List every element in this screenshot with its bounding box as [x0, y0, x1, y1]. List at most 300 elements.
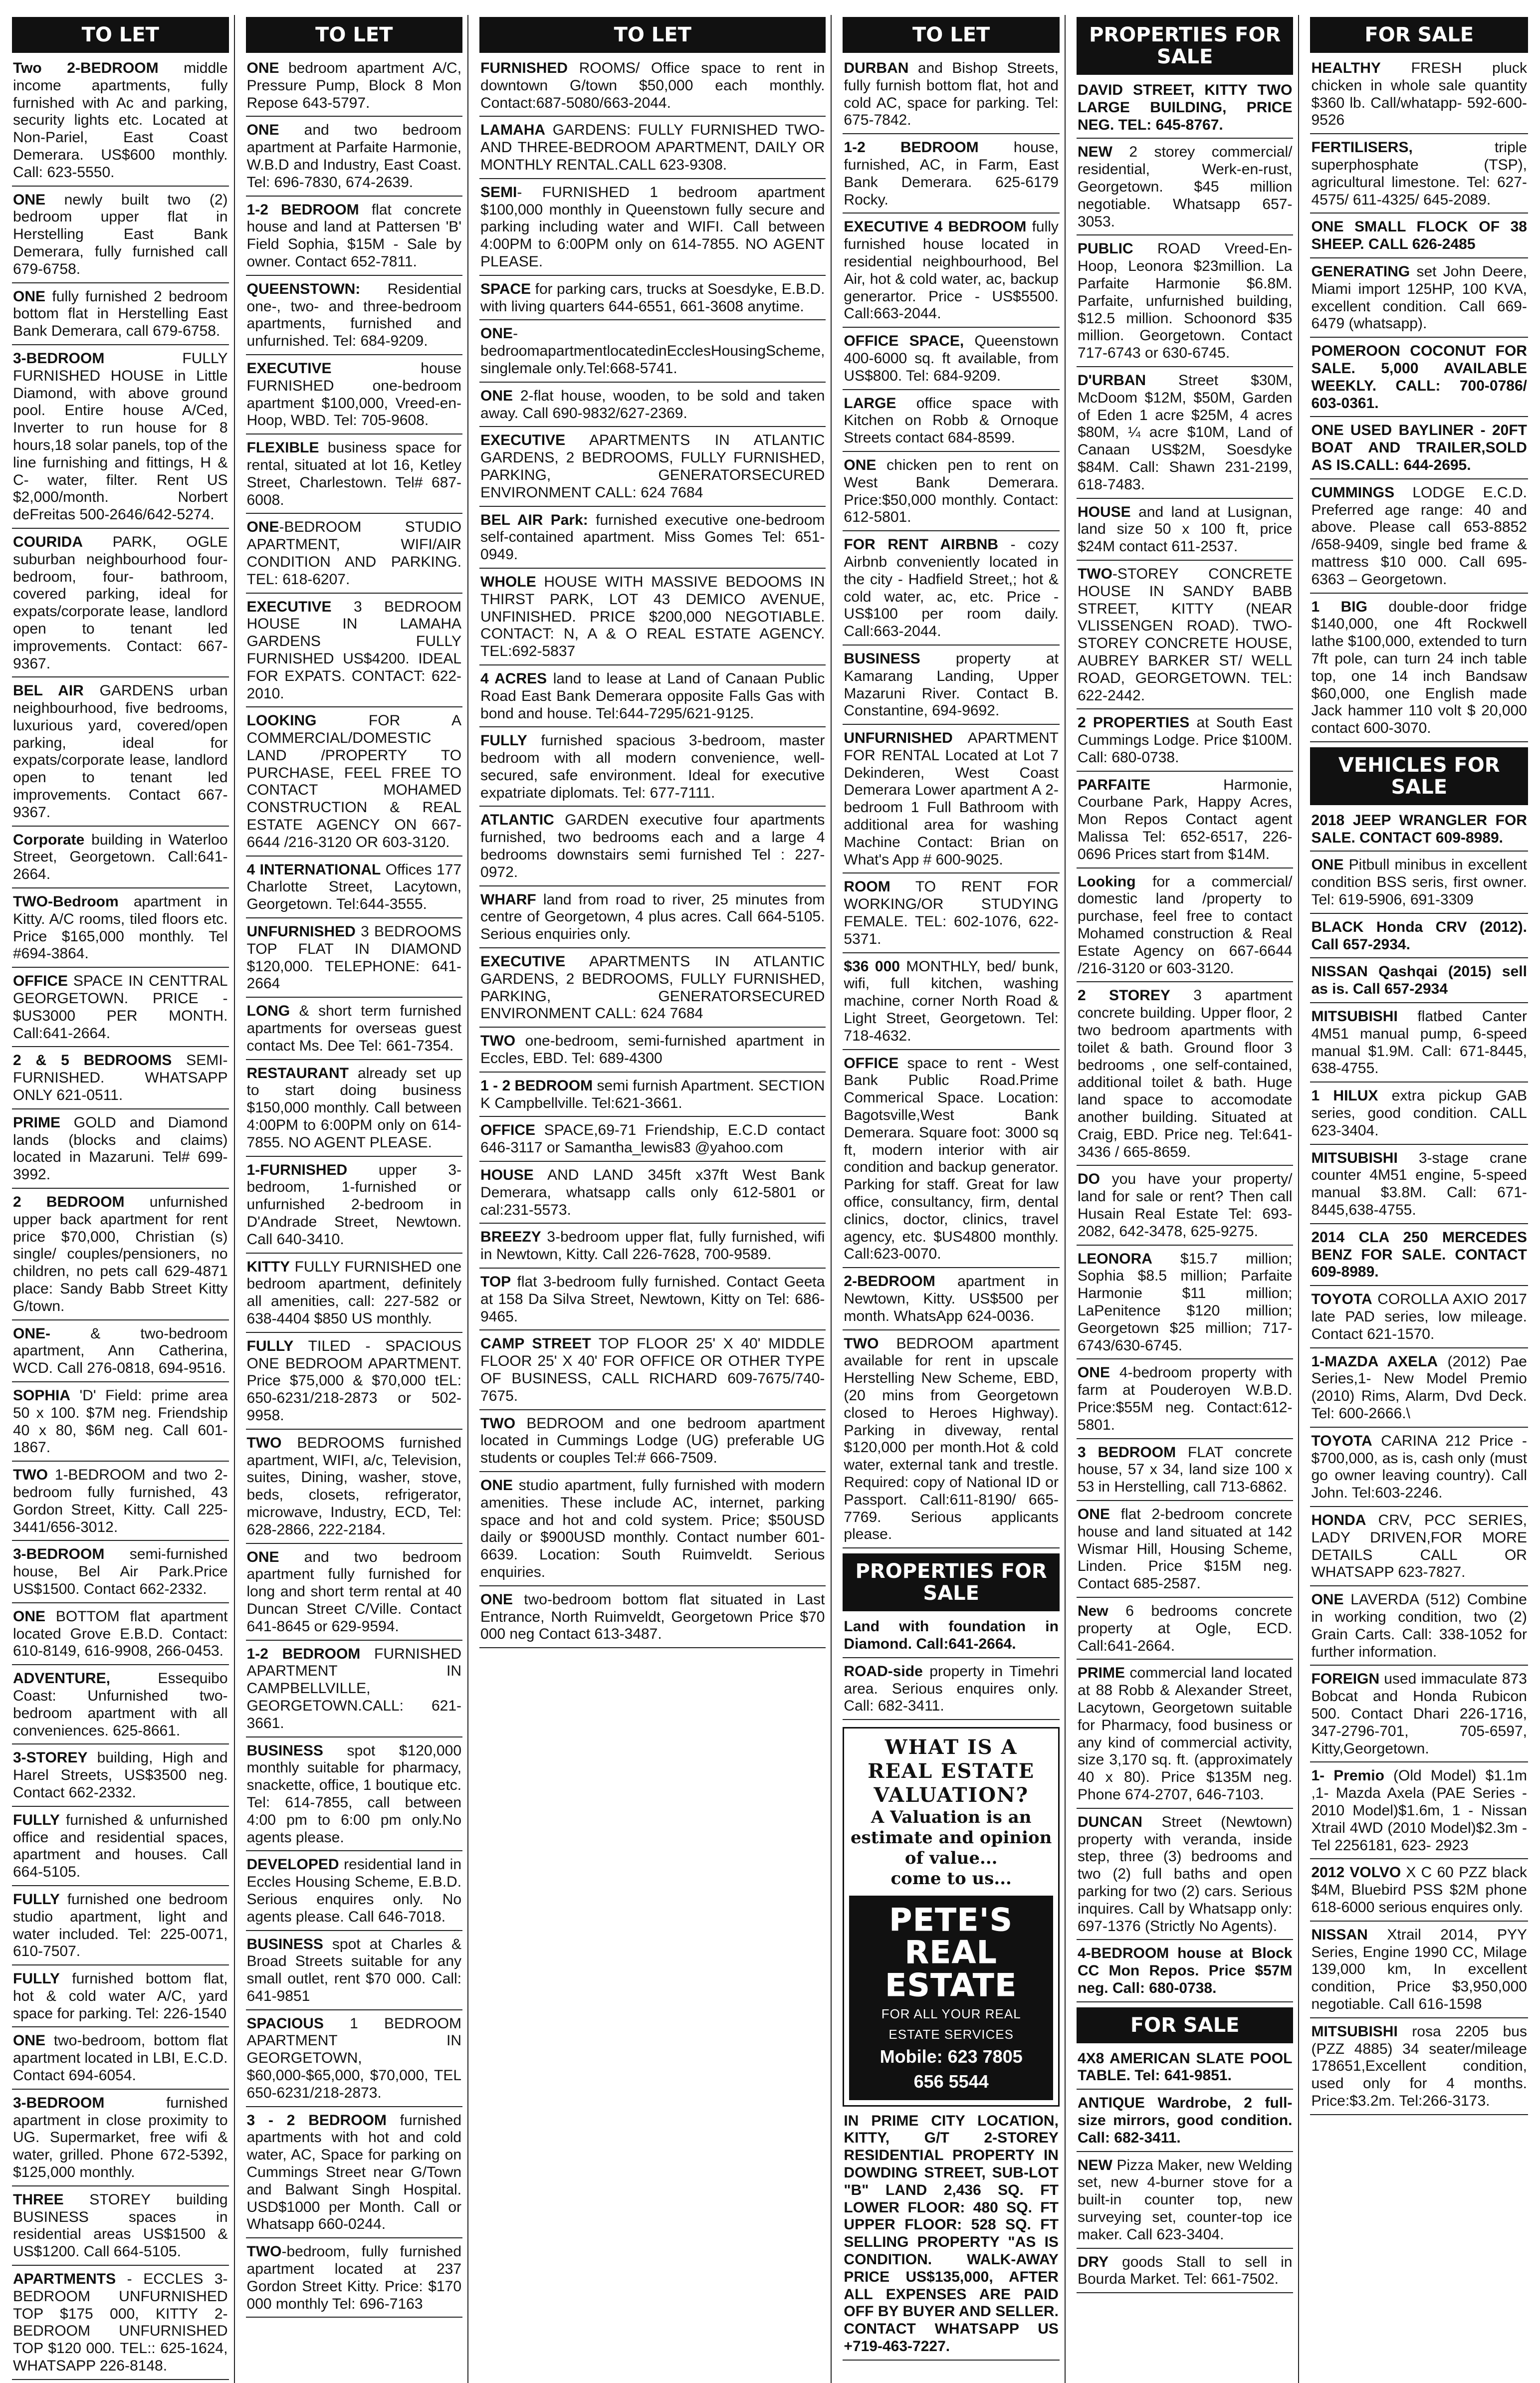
ad-text: MONTHLY, bed/ bunk, wifi, full kitchen, washing machine, corner North Road & Light Street, Georgetown. Tel: 718-4632. [844, 958, 1059, 1044]
ad-text: FLAT concrete house, 57 x 34, land size 100 x 53 in Herstelling, call 713-6862. [1077, 1444, 1293, 1496]
classified-ad [1077, 775, 1294, 868]
ad-text: one-bedroom, semi-furnished apartment in Eccles, EBD. Tel: 689-4300 [480, 1033, 825, 1067]
ad-lead: FULLY [480, 732, 527, 749]
classified-ad [246, 279, 463, 355]
classified-ad [12, 680, 229, 826]
ad-text: GOLD and Diamond lands (blocks and claims) located in Mazaruni. Tel# 699-3992. [13, 1114, 228, 1183]
ad-text: space to rent - West Bank Public Road.Prime Commerical Space. Location: Bagotsville,West Bank Demerara. Square foot: 3000 sq ft, modern interior with air condition and backup generator. Parking for staff. Great for law office, consultancy, firm, dental clinics, doctor, clinics, travel agency, etc. $US4800 monthly. Call:623-0070. [844, 1055, 1059, 1263]
classified-ad [1077, 1169, 1294, 1245]
ad-text: COROLLA AXIO 2017 late PAD series, low mileage. Contact 621-1570. [1311, 1291, 1527, 1342]
ad-lead: TWO [480, 1033, 516, 1050]
classified-ad [1077, 2155, 1294, 2249]
ad-lead: TWO [1077, 565, 1112, 582]
ad-lead: ATLANTIC [480, 812, 554, 829]
ad-text: flat 3-bedroom fully furnished. Contact Geeta at 158 Da Silva Street, Newtown, Kitty on Tel: 686-9465. [480, 1274, 825, 1325]
classified-ad [246, 860, 463, 918]
ad-lead: ONE [246, 1548, 279, 1565]
classified-ad [843, 1271, 1060, 1330]
ad-text: BEDROOM and one bedroom apartment located in Cummings Lodge (UG) preferable UG students or couples Tel:# 666-7509. [480, 1415, 825, 1467]
ad-text: FULLY FURNISHED HOUSE in Little Diamond, with above ground pool. Entire house A/Ced, Inverter to run house for 8 hours,18 solar panels, top of the line furnishing and fittings, H & C- water, filter. Rent US $2,000/month. Norbert deFreitas 500-2646/642-5274. [13, 350, 228, 523]
valuation-question: WHAT IS A [884, 1735, 1018, 1759]
ad-lead: LEONORA [1077, 1250, 1152, 1267]
ad-text: furnished one bedroom studio apartment, light and water included. Tel: 225-0071, 610-7507. [13, 1891, 228, 1960]
ad-text: CRV, PCC SERIES, LADY DRIVEN,FOR MORE DETAILS CALL OR WHATSAPP 623-7827. [1311, 1512, 1527, 1581]
classified-ad [246, 58, 463, 117]
ad-text: FRESH pluck chicken in whole sale quantity $360 lb. Call/whatapp- 592-600-9526 [1311, 60, 1527, 129]
ad-lead: EXECUTIVE [480, 953, 566, 970]
ad-lead: Land with foundation in Diamond. Call:641-2664. [844, 1618, 1059, 1652]
ad-lead: 1-MAZDA AXELA [1311, 1353, 1438, 1370]
classified-ad [1310, 2021, 1528, 2115]
ad-text: FULLY FURNISHED one bedroom apartment, definitely all amenities, call: 227-582 or 638-4404 $850 US monthly. [246, 1258, 462, 1327]
classified-ad [246, 358, 463, 434]
classified-ad [1310, 1669, 1528, 1762]
section-header: VEHICLES FOR SALE [1310, 747, 1528, 805]
ad-lead: THREE [13, 2191, 64, 2208]
classified-ad [479, 510, 826, 569]
ad-lead: CAMP STREET [480, 1335, 591, 1352]
classified-ad [843, 1053, 1060, 1269]
ad-lead: ONE [844, 456, 877, 473]
classified-ad [12, 532, 229, 677]
ad-text: TO RENT FOR WORKING/OR STUDYING FEMALE. TEL: 602-1076, 622-5371. [844, 878, 1059, 947]
classified-ad [1310, 261, 1528, 338]
classified-ad [1310, 420, 1528, 479]
classified-ad [843, 2111, 1060, 2361]
ad-lead: TWO [246, 2243, 282, 2260]
ad-lead: BEL AIR [13, 682, 84, 699]
ad-text: Residential one-, two- and three-bedroom apartments, furnished and unfurnished. Tel: 684-9209. [246, 280, 462, 350]
ad-lead: DURBAN [844, 60, 909, 76]
ad-lead: EXECUTIVE 4 BEDROOM [844, 218, 1027, 235]
ad-text: LODGE E.C.D. Preferred age range: 40 and above. Please call 653-8852 /658-9409, single bed frame & mattress $10 000. Call 695-6363 – Georgetown. [1311, 484, 1527, 588]
ad-lead: FULLY [13, 1970, 60, 1987]
classified-ad [12, 1050, 229, 1109]
brand-mobile: Mobile: 623 7805 [880, 2046, 1023, 2067]
ad-lead: ANTIQUE Wardrobe, 2 full-size mirrors, good condition. Call: 682-3411. [1077, 2095, 1293, 2146]
ad-lead: PARFAITE [1077, 776, 1151, 793]
ad-lead: EXECUTIVE [480, 432, 566, 449]
ad-lead: DUNCAN [1077, 1813, 1142, 1830]
classified-ad [1310, 917, 1528, 959]
ad-text: apartment in Newtown, Kitty. US$500 per month. WhatsApp 624-0036. [844, 1273, 1059, 1324]
classified-ad [1077, 2093, 1294, 2152]
ad-text: SPACE,69-71 Friendship, E.C.D contact 646-3117 or Samantha_lewis83 @yahoo.com [480, 1122, 825, 1156]
ad-text: Xtrail 2014, PYY Series, Engine 1990 CC, Milage 139,000 km, In excellent condition, Price $3,950,000 negotiable. Call 616-1598 [1311, 1926, 1527, 2012]
ad-lead: OFFICE [13, 973, 68, 990]
classified-ad [12, 2269, 229, 2380]
valuation-question: REAL ESTATE [868, 1759, 1035, 1783]
classified-ad [1310, 58, 1528, 134]
classified-ad [843, 331, 1060, 390]
classified-ad [1077, 1601, 1294, 1660]
classified-ad [479, 572, 826, 665]
ad-lead: $36 000 [844, 958, 900, 975]
ad-text: AND LAND 345ft x37ft West Bank Demerara, whatsapp calls only 612-5801 or cal:231-5573. [480, 1167, 825, 1218]
ad-text: spot $120,000 monthly suitable for pharmacy, snackette, office, 1 boutique etc. Tel: 614-7855, call between 4:00 pm to 6:00 pm only.No agents please. [246, 1742, 462, 1846]
ad-text: 2-flat house, wooden, to be sold and taken away. Call 690-9832/627-2369. [480, 387, 825, 422]
classified-ad [12, 830, 229, 888]
ad-lead: BUSINESS [844, 650, 920, 667]
ad-lead: TOP [480, 1274, 511, 1291]
ad-text: bedroom apartment A/C, Pressure Pump, Block 8 Mon Repose 643-5797. [246, 60, 462, 111]
ad-lead: COURIDA [13, 533, 83, 550]
ad-lead: LARGE [844, 395, 896, 412]
ad-text: X C 60 PZZ black $4M, Bluebird PSS $2M phone 618-6000 serious enquires only. [1311, 1864, 1527, 1916]
ad-lead: HONDA [1311, 1512, 1366, 1528]
classified-ad [246, 1257, 463, 1333]
classified-ad [12, 1810, 229, 1886]
classified-ad [1310, 1351, 1528, 1428]
ad-text: - ECCLES 3-BEDROOM UNFURNISHED TOP $175 000, KITTY 2-BEDROOM UNFURNISHED TOP $120 000. TEL:: 625-1624, WHATSAPP 226-8148. [13, 2271, 228, 2375]
ad-text: for parking cars, trucks at Soesdyke, E.B.D. with living quarters 644-6551, 661-3608 anytime. [480, 280, 825, 315]
ad-text: and two bedroom apartment fully furnished for long and short term rental at 40 Duncan Street C/Ville. Contact 641-8645 or 629-9594. [246, 1548, 462, 1635]
ad-lead: QUEENSTOWN: [246, 280, 361, 297]
ad-text: (Old Model) $1.1m ,1- Mazda Axela (PAE Series - 2010 Model)$1.6m, 1 - Nissan Xtrail 4WD (2010 Model)$2.3m - Tel 2256181, 623- 2923 [1311, 1767, 1527, 1854]
ad-lead: HOUSE [1077, 503, 1131, 520]
ad-lead: TWO [13, 1467, 48, 1484]
classified-ad [843, 393, 1060, 452]
ad-lead: ONE [13, 191, 46, 208]
classified-ad [246, 1740, 463, 1852]
classified-ad [479, 430, 826, 506]
ad-lead: FLEXIBLE [246, 439, 319, 456]
ad-lead: ONE [246, 122, 279, 139]
ad-text: set John Deere, Miami import 125HP, 100 KVA, excellent condition. Call 669-6479 (whatsapp). [1311, 263, 1527, 332]
ad-text: 3-bedroom upper flat, fully furnished, wifi in Newtown, Kitty. Call 226-7628, 700-9589. [480, 1229, 825, 1263]
classified-ad [246, 200, 463, 276]
ad-text: $15.7 million; Sophia $8.5 million; Parfaite Harmonie $11 million; LaPenitence $120 million; Georgetown $25 million; 717-6743/630-6745. [1077, 1250, 1293, 1354]
ad-text: you have your property/ land for sale or rent? Then call Husain Real Estate Tel: 693-2082, 642-3478, 625-9275. [1077, 1171, 1293, 1240]
ad-text: business space for rental, situated at lot 16, Ketley Street, Charlestown. Tel# 687-6008. [246, 439, 462, 508]
ad-lead: 2 & 5 BEDROOMS [13, 1052, 172, 1069]
ad-lead: 2018 JEEP WRANGLER FOR SALE. CONTACT 609-8989. [1311, 812, 1527, 846]
ad-lead: LONG [246, 1003, 290, 1020]
classified-ad [1310, 217, 1528, 258]
classified-ad [246, 921, 463, 998]
classified-ad [246, 597, 463, 708]
classified-ad [246, 437, 463, 514]
ad-lead: NISSAN Qashqai (2015) sell as is. Call 657-2934 [1311, 963, 1527, 998]
ad-lead: ONE SMALL FLOCK OF 38 SHEEP. CALL 626-2485 [1311, 218, 1527, 253]
ad-lead: ONE [1077, 1364, 1110, 1381]
ad-text: rosa 2205 bus (PZZ 4885) 34 seater/mileage 178651,Excellent condition, used only for 4 months. Price:$3.2m. Tel:266-3173. [1311, 2023, 1527, 2109]
classified-ad [1077, 502, 1294, 561]
ad-lead: 3 - 2 BEDROOM [246, 2112, 387, 2129]
classified-ad [246, 1433, 463, 1544]
ad-text: and two bedroom apartment at Parfaite Harmonie, W.B.D and Industry, East Coast. Tel: 696-7830, 674-2639. [246, 122, 462, 191]
valuation-subtext: estimate and opinion [851, 1827, 1052, 1848]
ad-text: upper 3-bedroom, 1-furnished or unfurnished 2-bedroom in D'Andrade Street, Newtown. Call 640-3410. [246, 1161, 462, 1248]
ad-text: semi-furnished house, Bel Air Park.Price US$1500. Contact 662-2332. [13, 1546, 228, 1597]
classified-ad [1310, 1589, 1528, 1666]
ad-lead: UNFURNISHED [246, 923, 356, 940]
ad-text: chicken pen to rent on West Bank Demerara. Price:$50,000 monthly. Contact: 612-5801. [844, 456, 1059, 526]
classified-ad [1310, 1085, 1528, 1144]
ad-lead: OFFICE [480, 1122, 536, 1139]
classified-ad [479, 386, 826, 428]
classified-ad [479, 1031, 826, 1073]
ad-lead: EXECUTIVE [246, 598, 332, 615]
brand-tagline: FOR ALL YOUR REAL [881, 2006, 1021, 2021]
ad-lead: 2 PROPERTIES [1077, 714, 1190, 731]
ad-lead: FULLY [246, 1337, 294, 1354]
ad-text: - cozy Airbnb conveniently located in the city - Hadfield Street,; hot & cold water, ac, etc. Price - US$100 per room daily. Call:663-2044. [844, 536, 1059, 640]
ad-text: apartment in Kitty. A/C rooms, tiled floors etc. Price $165,000 monthly. Tel #694-3864. [13, 893, 228, 962]
ad-lead: HEALTHY [1311, 60, 1381, 76]
ad-lead: 3-BEDROOM [13, 2094, 105, 2111]
classified-ad [479, 1076, 826, 1117]
ad-text: and Bishop Streets, fully furnish bottom flat, hot and cold AC, space for parking. Tel: 675-7842. [844, 60, 1059, 129]
ad-lead: DRY [1077, 2253, 1109, 2270]
column-1 [7, 15, 235, 2383]
ad-text: - FURNISHED 1 bedroom apartment $100,000 monthly in Queenstown fully secure and parking including water and WIFI. Call between 4:00PM to 6:00PM only on 614-7855. NO AGENT PLEASE. [480, 184, 825, 270]
classified-ad [1310, 1289, 1528, 1348]
ad-lead: D'URBAN [1077, 372, 1146, 389]
classified-ad [246, 2013, 463, 2107]
classified-ad [12, 1544, 229, 1603]
ad-lead: ONE [480, 387, 513, 404]
ad-lead: DO [1077, 1171, 1100, 1188]
ad-lead: FULLY [13, 1811, 60, 1828]
column-6 [1305, 15, 1533, 2383]
brand-mobile: 656 5544 [913, 2071, 989, 2092]
ad-lead: UNFURNISHED [844, 730, 953, 747]
ad-text: BEDROOMS furnished apartment, WIFI, a/c, Television, suites, Dining, washer, stove, beds, closets, refrigerator, microwave, Industry, ECD, Tel: 628-2866, 222-2184. [246, 1434, 462, 1538]
classified-ad [1310, 1510, 1528, 1586]
ad-lead: PRIME [13, 1114, 61, 1131]
classified-ad [843, 534, 1060, 646]
classified-ad [1077, 1442, 1294, 1501]
section-header: FOR SALE [1077, 2007, 1294, 2043]
classified-ad [12, 1747, 229, 1806]
ad-lead: 1-FURNISHED [246, 1161, 348, 1178]
ad-text: used immaculate 873 Bobcat and Honda Rubicon 500. Contact Dhari 226-1716, 347-2796-701, 705-6597, Kitty,Georgetown. [1311, 1671, 1527, 1757]
ad-text: 1-BEDROOM and two 2-bedroom fully furnished, 43 Gordon Street, Kitty. Call 225- 3441/656-3012. [13, 1467, 228, 1535]
column-5 [1072, 15, 1300, 2383]
classified-ad [12, 1192, 229, 1320]
ad-text: 3-stage crane counter 4M51 engine, 5-speed manual $3.8M. Call: 671-8445,638-4755. [1311, 1149, 1527, 1219]
ad-text: house FURNISHED one-bedroom apartment $100,000, Vreed-en-Hoop, WBD. Tel: 705-9608. [246, 360, 462, 429]
ad-lead: ONE [246, 519, 279, 536]
classified-ad [12, 1112, 229, 1189]
classified-ad [1077, 238, 1294, 367]
ad-text: and land at Lusignan, land size 50 x 100 ft, price $24M contact 611-2537. [1077, 503, 1293, 555]
ad-text: furnished spacious 3-bedroom, master bedroom with all modern convenience, well-secured, safe environment. Ideal for executive expatriate diplomats. Tel: 677-7111. [480, 732, 825, 801]
classified-ad [1077, 1663, 1294, 1808]
section-header: PROPERTIES FOR SALE [843, 1553, 1060, 1611]
ad-lead: TWO [844, 1335, 879, 1352]
ad-text: FOR A COMMERCIAL/DOMESTIC LAND /PROPERTY TO PURCHASE, FEEL FREE TO CONTACT MOHAMED CONSTRUCTION & REAL ESTATE AGENCY ON 667-6644 /216-3120 OR 603-3120. [246, 712, 462, 851]
column-4 [838, 15, 1066, 2383]
ad-lead: HOUSE [480, 1167, 534, 1184]
classified-ad [12, 1465, 229, 1541]
brand-name: PETE'S [889, 1902, 1013, 1939]
classified-ad [843, 217, 1060, 328]
ad-text: & short term furnished apartments for overseas guest contact Ms. Dee Tel: 661-7354. [246, 1003, 462, 1054]
ad-text: Street $30M, McDoom $12M, $50M, Garden of Eden 1 acre $25M, 4 acres $80M, ¼ acre $10M, Land of Canaan US$2M, Soesdyke $84M. Call: Shawn 231-2199, 618-7483. [1077, 372, 1293, 493]
ad-lead: 3-BEDROOM [13, 350, 105, 367]
classified-ad [479, 1120, 826, 1162]
ad-text: property in Timehri area. Serious enquires only. Call: 682-3411. [844, 1663, 1059, 1715]
ad-lead: 3-STOREY [13, 1749, 88, 1766]
petes-real-estate-logo [849, 1896, 1053, 2100]
ad-text: furnished executive one-bedroom self-contained apartment. Miss Gomes Tel: 651-0949. [480, 511, 825, 563]
ad-text: two-bedroom, bottom flat apartment located in LBI, E.C.D. Contact 694-6054. [13, 2032, 228, 2084]
ad-lead: BUSINESS [246, 1936, 323, 1952]
ad-text: LAVERDA (512) Combine in working condition, two (2) Grain Carts. Call: 338-1052 for further information. [1311, 1591, 1527, 1660]
ad-lead: EXECUTIVE [246, 360, 332, 377]
ad-lead: NEW [1077, 2157, 1112, 2173]
section-header: TO LET [246, 17, 463, 53]
ad-lead: 2-BEDROOM [844, 1273, 935, 1290]
ad-text: flat 2-bedroom concrete house and land situated at 142 Wismar Hill, Housing Scheme, Linden. Price $15M neg. Contact 685-2587. [1077, 1506, 1293, 1592]
ad-lead: ONE [480, 1477, 513, 1494]
ad-lead: TWO [246, 1434, 282, 1451]
classified-ad [479, 810, 826, 886]
classified-ad [246, 710, 463, 856]
ad-text: flatbed Canter 4M51 manual pump, 6-speed manual $1.9M. Call: 671-8445, 638-4755. [1311, 1008, 1527, 1077]
section-header: PROPERTIES FOR SALE [1077, 17, 1294, 75]
classified-ad [12, 1323, 229, 1382]
classified-ad [1077, 1943, 1294, 2002]
ad-text: 2 storey commercial/ residential, Werk-en-rust, Georgetown. $45 million negotiable. Whatsapp 657-3053. [1077, 144, 1293, 230]
ad-text: at South East Cummings Lodge. Price $100M. Call: 680-0738. [1077, 714, 1293, 766]
ad-text: Queenstown 400-6000 sq. ft available, from US$800. Tel: 684-9209. [844, 333, 1059, 384]
classified-ad [1310, 1227, 1528, 1286]
classified-ad [479, 323, 826, 382]
ad-lead: GENERATING [1311, 263, 1410, 280]
classified-ad [843, 1333, 1060, 1549]
ad-text: fully furnished 2 bedroom bottom flat in Herstelling East Bank Demerara, call 679-6758. [13, 288, 228, 340]
brand-name: REAL ESTATE [885, 1934, 1017, 2003]
classified-ad [1310, 597, 1528, 742]
ad-text: property at Kamarang Landing, Upper Mazaruni River. Contact B. Constantine, 694-9692. [844, 650, 1059, 719]
ad-lead: 4 ACRES [480, 670, 547, 687]
classified-ad [246, 2110, 463, 2239]
classified-ad [246, 1854, 463, 1931]
ad-lead: APARTMENTS [13, 2271, 116, 2288]
ad-lead: 2014 CLA 250 MERCEDES BENZ FOR SALE. CONTACT 609-8989. [1311, 1229, 1527, 1281]
column-2 [241, 15, 469, 2383]
ad-text: two-bedroom bottom flat situated in Last Entrance, North Ruimveldt, Georgetown Price $70 000 neg Contact 613-3487. [480, 1591, 825, 1643]
classified-ad [479, 58, 826, 117]
ad-text: -bedroom, fully furnished apartment located at 237 Gordon Street Kitty. Price: $170 000 monthly Tel: 696-7163 [246, 2243, 462, 2312]
ad-text: unfurnished upper back apartment for rent price $70,000, Christian (s) single/ couples/pensioners, no children, no pets call 629-4871 place: Sandy Babb Street Kitty G/town. [13, 1194, 228, 1314]
classified-ad [1077, 1249, 1294, 1360]
ad-lead: BEL AIR Park: [480, 511, 588, 528]
classified-ad [246, 1336, 463, 1430]
ad-lead: OFFICE SPACE, [844, 333, 964, 350]
classified-ad [1077, 142, 1294, 235]
ad-lead: TOYOTA [1311, 1432, 1372, 1449]
classified-ad [12, 190, 229, 283]
ad-lead: 1 HILUX [1311, 1087, 1378, 1104]
classified-ad [479, 668, 826, 727]
classified-ad [12, 2093, 229, 2186]
ad-text: for a commercial/ domestic land /property to purchase, feel free to contact Mohamed construction & Real Estate Agency on 667-6644 /216-3120 or 603-3120. [1077, 873, 1293, 977]
ad-lead: 1-2 BEDROOM [246, 201, 359, 218]
ad-text: 'D' Field: prime area 50 x 100. $7M neg. Friendship 40 x 80, $6M neg. Call 601-1867. [13, 1387, 228, 1456]
ad-lead: OFFICE [844, 1055, 899, 1072]
ad-lead: 4-BEDROOM house at Block CC Mon Repos. Price $57M neg. Call: 680-0738. [1077, 1945, 1293, 1996]
ad-text: Street (Newtown) property with veranda, inside step, three (3) bedrooms and two (2) full baths and open parking for two (2) cars. Serious inquires. Call by Whatsapp only: 697-1376 (Strictly No Agents). [1077, 1813, 1293, 1935]
classified-ad [479, 1475, 826, 1586]
valuation-subtext: come to us... [890, 1868, 1012, 1889]
ad-lead: SPACE [480, 280, 531, 297]
ad-text: ROAD Vreed-En-Hoop, Leonora $23million. La Parfaite Harmonie $6.8M. Parfaite, unfurnished building, $12.5 million. Schoonord $35 million. Georgetown. Contact 717-6743 or 630-6745. [1077, 240, 1293, 362]
ad-text: 1 BEDROOM APARTMENT IN GEORGETOWN, $60,000-$65,000, $70,000, TEL 650-6231/218-2873. [246, 2015, 462, 2101]
classified-ad [246, 517, 463, 593]
ad-text: ROOMS/ Office space to rent in downtown G/town $50,000 each monthly. Contact:687-5080/663-2044. [480, 60, 825, 111]
classified-ad [1077, 871, 1294, 983]
classified-ad [246, 1063, 463, 1157]
ad-lead: IN PRIME CITY LOCATION, KITTY, G/T 2-STOREY RESIDENTIAL PROPERTY IN DOWDING STREET, SUB-LOT "B" LAND 2,436 SQ. FT LOWER FLOOR: 480 SQ. FT UPPER FLOOR: 528 SQ. FT SELLING PROPERTY "AS IS CONDITION. WALK-AWAY PRICE US$135,000, AFTER ALL EXPENSES ARE PAID OFF BY BUYER AND SELLER. CONTACT WHATSAPP US +719-463-7227. [844, 2112, 1059, 2355]
ad-text: STOREY building BUSINESS spaces in residential areas US$1500 & US$1200. Call 664-5105. [13, 2191, 228, 2260]
ad-lead: ONE [13, 2032, 46, 2049]
classified-ad [246, 1001, 463, 1060]
ad-text: studio apartment, fully furnished with modern amenities. These include AC, internet, parking space and hot and cold system. Price; $50USD daily or $900USD monthly. Contact number 601-6639. Location: South Ruimveldt. Serious enquiries. [480, 1477, 825, 1580]
ad-text: PARK, OGLE suburban neighbourhood four-bedroom, four- bathroom, covered parking, ideal for expats/corporate lease, landlord open to tenant led improvements. Contact: 667-9367. [13, 533, 228, 672]
ad-lead: ONE [13, 288, 46, 305]
classified-ad [12, 971, 229, 1047]
ad-lead: SEMI [480, 184, 517, 201]
classified-ad [1077, 2252, 1294, 2294]
ad-lead: DEVELOPED [246, 1856, 339, 1873]
ad-text: Harmonie, Courbane Park, Happy Acres, Mon Repos Contact agent Malissa Tel: 652-6517, 226-0696 Prices start from $14M. [1077, 776, 1293, 863]
ad-text: flat concrete house and land at Pattersen 'B' Field Sophia, $15M - Sale by owner. Contact 652-7811. [246, 201, 462, 270]
ad-text: 6 bedrooms concrete property at Ogle, ECD. Call:641-2664. [1077, 1602, 1293, 1654]
ad-lead: 2012 VOLVO [1311, 1864, 1401, 1881]
classified-ad [843, 137, 1060, 214]
ad-text: GARDENS urban neighbourhood, five bedrooms, luxurious yard, covered/open parking, ideal for expats/corporate lease, landlord open to tenant led improvements. Contact 667-9367. [13, 682, 228, 821]
ad-lead: ROAD-side [844, 1663, 923, 1680]
ad-lead: SOPHIA [13, 1387, 71, 1404]
ad-text: fully furnished house located in residential neighbourhood, Bel Air, hot & cold water, ac, backup generartor. Price - US$5500. Call:663-2044. [844, 218, 1059, 322]
ad-lead: BUSINESS [246, 1742, 323, 1759]
ad-text: furnished apartments with hot and cold water, AC, Space for parking on Cummings Street near G/Town and Balwant Singh Hospital. USD$1000 per Month. Call or Whatsapp 660-0244. [246, 2112, 462, 2233]
ad-text: HOUSE WITH MASSIVE BEDOOMS IN THIRST PARK, LOT 43 DEMICO AVENUE, UNFINISHED. PRICE $200,000 NEGOTIABLE. CONTACT: N, A & O REAL ESTATE AGENCY. TEL:692-5837 [480, 573, 825, 660]
classified-ad [12, 58, 229, 187]
section-header: TO LET [12, 17, 229, 53]
classified-ad [246, 1160, 463, 1254]
classified-ad [479, 1413, 826, 1472]
classified-ad [479, 1227, 826, 1269]
ad-lead: TOYOTA [1311, 1291, 1372, 1308]
ad-lead: ONE- [13, 1325, 50, 1342]
ad-text: newly built two (2) bedroom upper flat in Herstelling East Bank Demerara, fully furnished call 679-6758. [13, 191, 228, 277]
ad-lead: 1-2 BEDROOM [246, 1645, 361, 1662]
classified-ad [246, 1934, 463, 2010]
classified-ad [12, 1606, 229, 1665]
ad-lead: NEW [1077, 144, 1112, 161]
ad-lead: FOREIGN [1311, 1671, 1380, 1688]
ad-text: spot at Charles & Broad Streets suitable for any small outlet, rent $70 000. Call: 641-9851 [246, 1936, 462, 2004]
ad-text: CARINA 212 Price - $700,000, as is, cash only (must go owner leaving country). Call John. Tel:603-2246. [1311, 1432, 1527, 1502]
ad-lead: TWO-Bedroom [13, 893, 119, 910]
classified-ad [1077, 1812, 1294, 1941]
ad-lead: CUMMINGS [1311, 484, 1395, 501]
ad-lead: LOOKING [246, 712, 317, 729]
classified-ad [843, 58, 1060, 134]
classified-ad [1077, 80, 1294, 139]
classified-ad [12, 348, 229, 529]
classified-ad [246, 1547, 463, 1641]
ad-text: TILED - SPACIOUS ONE BEDROOM APARTMENT. Price $75,000 & $70,000 tEL: 650-6231/218-2873 or 502-9958. [246, 1337, 462, 1424]
classified-ad [479, 279, 826, 321]
ad-lead: WHOLE [480, 573, 536, 590]
ad-text: APARTMENTS IN ATLANTIC GARDENS, 2 BEDROOMS, FULLY FURNISHED, PARKING, GENERATORSECURED ENVIRONMENT CALL: 624 7684 [480, 432, 825, 501]
